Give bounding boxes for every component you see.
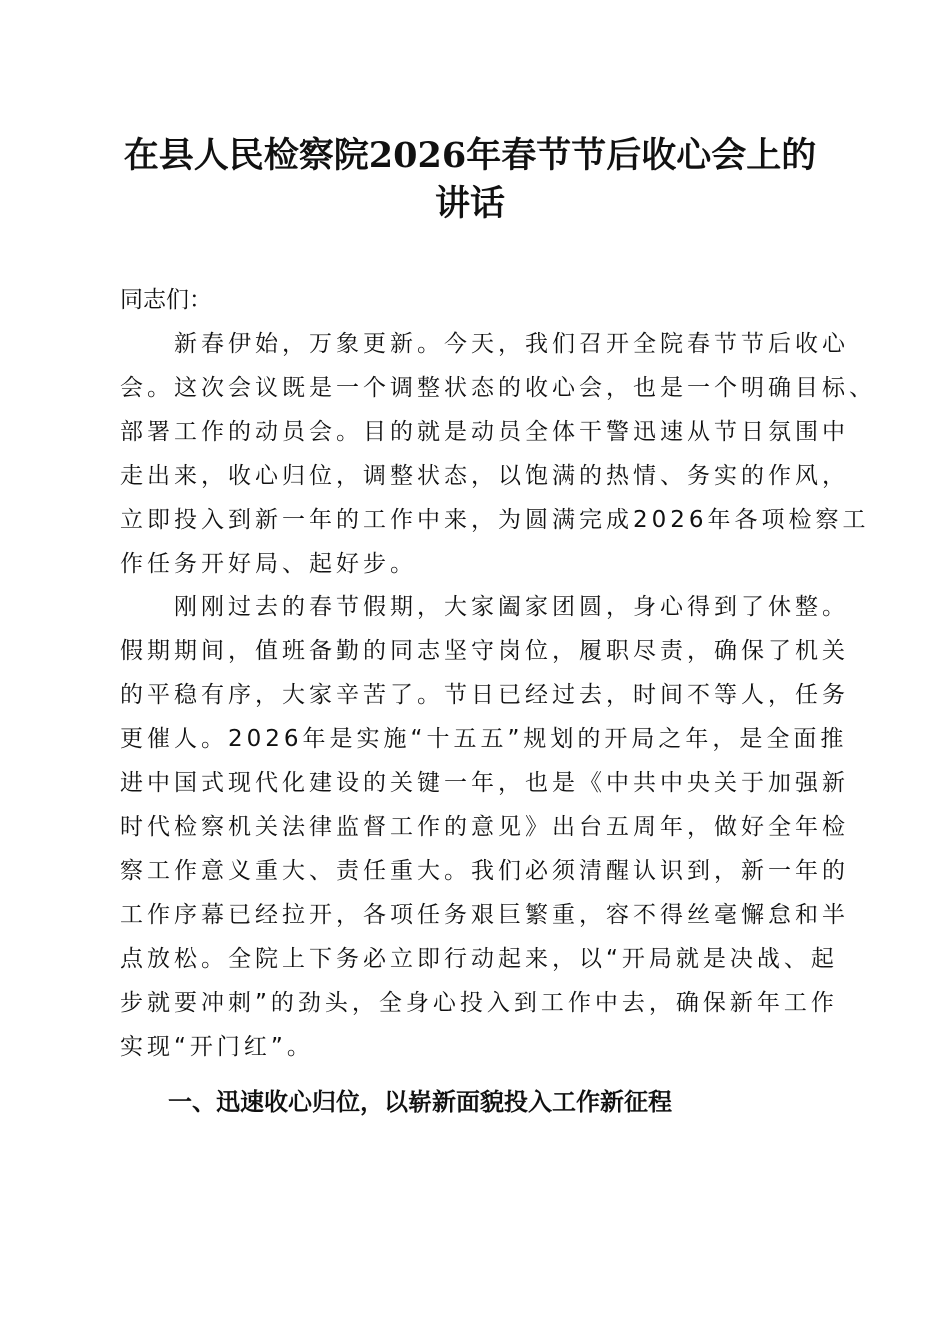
paragraph-line: 工作序幕已经拉开，各项任务艰巨繁重，容不得丝毫懈怠和半 bbox=[120, 902, 849, 928]
salutation: 同志们： bbox=[120, 287, 212, 313]
paragraph-line: 实现“开门红”。 bbox=[120, 1034, 314, 1060]
paragraph-line: 步就要冲刺”的劲头，全身心投入到工作中去，确保新年工作 bbox=[120, 990, 838, 1016]
paragraph-line: 作任务开好局、起好步。 bbox=[120, 551, 417, 577]
title-line-1: 在县人民检察院2026年春节节后收心会上的 bbox=[123, 135, 817, 176]
document-title bbox=[100, 132, 840, 228]
title-line-2: 讲话 bbox=[434, 183, 505, 224]
paragraph-line: 新春伊始，万象更新。今天，我们召开全院春节节后收心 bbox=[120, 331, 849, 357]
paragraph-line: 会。这次会议既是一个调整状态的收心会，也是一个明确目标、 bbox=[120, 375, 876, 401]
paragraph-line: 假期期间，值班备勤的同志坚守岗位，履职尽责，确保了机关 bbox=[120, 638, 849, 664]
paragraph-line: 时代检察机关法律监督工作的意见》出台五周年，做好全年检 bbox=[120, 814, 849, 840]
paragraph-2 bbox=[120, 585, 849, 1069]
paragraph-line: 察工作意义重大、责任重大。我们必须清醒认识到，新一年的 bbox=[120, 858, 849, 884]
paragraph-line: 的平稳有序，大家辛苦了。节日已经过去，时间不等人，任务 bbox=[120, 682, 849, 708]
paragraph-line: 走出来，收心归位，调整状态，以饱满的热情、务实的作风， bbox=[120, 463, 849, 489]
paragraph-1 bbox=[120, 322, 876, 586]
section-heading: 一、迅速收心归位，以崭新面貌投入工作新征程 bbox=[168, 1088, 672, 1116]
paragraph-line: 刚刚过去的春节假期，大家阖家团圆，身心得到了休整。 bbox=[120, 594, 849, 620]
paragraph-line: 更催人。2026年是实施“十五五”规划的开局之年，是全面推 bbox=[120, 726, 848, 752]
paragraph-line: 部署工作的动员会。目的就是动员全体干警迅速从节日氛围中 bbox=[120, 419, 849, 445]
paragraph-line: 点放松。全院上下务必立即行动起来，以“开局就是决战、起 bbox=[120, 946, 838, 972]
paragraph-line: 进中国式现代化建设的关键一年，也是《中共中央关于加强新 bbox=[120, 770, 849, 796]
paragraph-line: 立即投入到新一年的工作中来，为圆满完成2026年各项检察工 bbox=[120, 507, 870, 533]
